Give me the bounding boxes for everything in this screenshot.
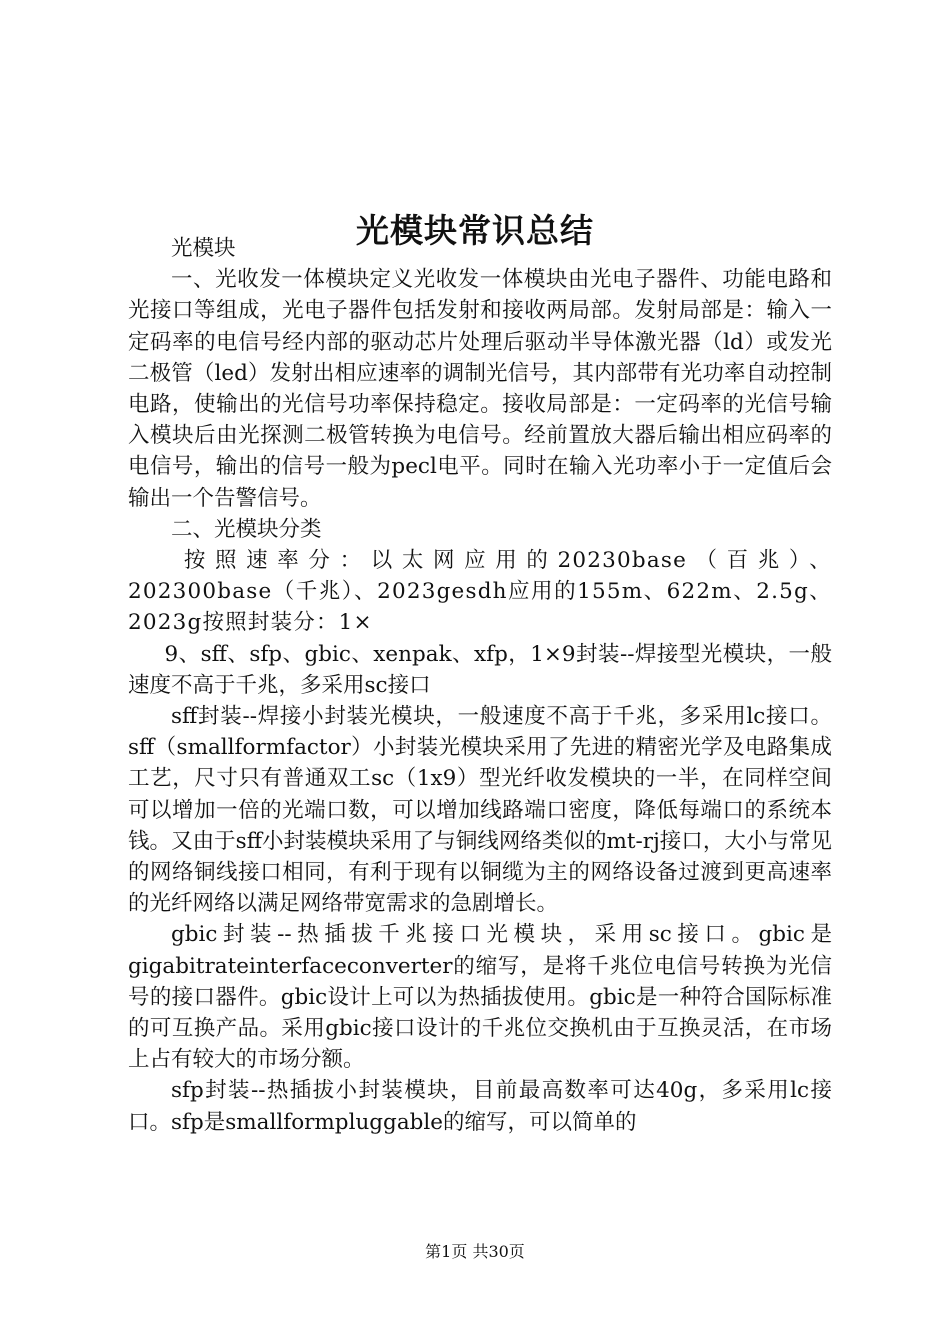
section-heading-classification: 二、光模块分类 (171, 516, 322, 542)
document-title: 光模块常识总结 (356, 211, 594, 251)
page-number: 第1页 共30页 (425, 1242, 525, 1261)
paragraph-rate-classification: 按照速率分：以太网应用的20230base（百兆）、202300base（千兆）、2023gesdh应用的155m、622m、2.5g、2023g按照封装分：1× (128, 548, 832, 636)
section-heading-optical-module: 光模块 (171, 236, 236, 261)
document-body (128, 233, 832, 1138)
paragraph-sfp-package: sfp封装--热插拔小封装模块，目前最高数率可达40g，多采用lc接口。sfp是smallformpluggable的缩写，可以简单的 (128, 1078, 832, 1135)
paragraph-1x9-package: 9、sff、sfp、gbic、xenpak、xfp，1×9封装--焊接型光模块，一般速度不高于千兆，多采用sc接口 (128, 641, 832, 698)
paragraph-gbic-package: gbic封装--热插拔千兆接口光模块，采用sc接口。gbic是gigabitrateinterfaceconverter的缩写，是将千兆位电信号转换为光信号的接口器件。gbic设计上可以为热插拔使用。gbic是一种符合国际标准的可互换产品。采用gbic接口设计的千兆位交换机由于互换灵活，在市场上占有较大的市场分额。 (128, 922, 832, 1073)
paragraph-definition: 一、光收发一体模块定义光收发一体模块由光电子器件、功能电路和光接口等组成，光电子器件包括发射和接收两局部。发射局部是：输入一定码率的电信号经内部的驱动芯片处理后驱动半导体激光器（ld）或发光二极管（led）发射出相应速率的调制光信号，其内部带有光功率自动控制电路，使输出的光信号功率保持稳定。接收局部是：一定码率的光信号输入模块后由光探测二极管转换为电信号。经前置放大器后输出相应码率的电信号，输出的信号一般为pecl电平。同时在输入光功率小于一定值后会输出一个告警信号。 (128, 267, 832, 511)
paragraph-sff-package: sff封装--焊接小封装光模块，一般速度不高于千兆，多采用lc接口。sff（smallformfactor）小封装光模块采用了先进的精密光学及电路集成工艺，尺寸只有普通双工sc（1x9）型光纤收发模块的一半，在同样空间可以增加一倍的光端口数，可以增加线路端口密度，降低每端口的系统本钱。又由于sff小封装模块采用了与铜线网络类似的mt-rj接口，大小与常见的网络铜线接口相同，有利于现有以铜缆为主的网络设备过渡到更高速率的光纤网络以满足网络带宽需求的急剧增长。 (128, 704, 832, 917)
